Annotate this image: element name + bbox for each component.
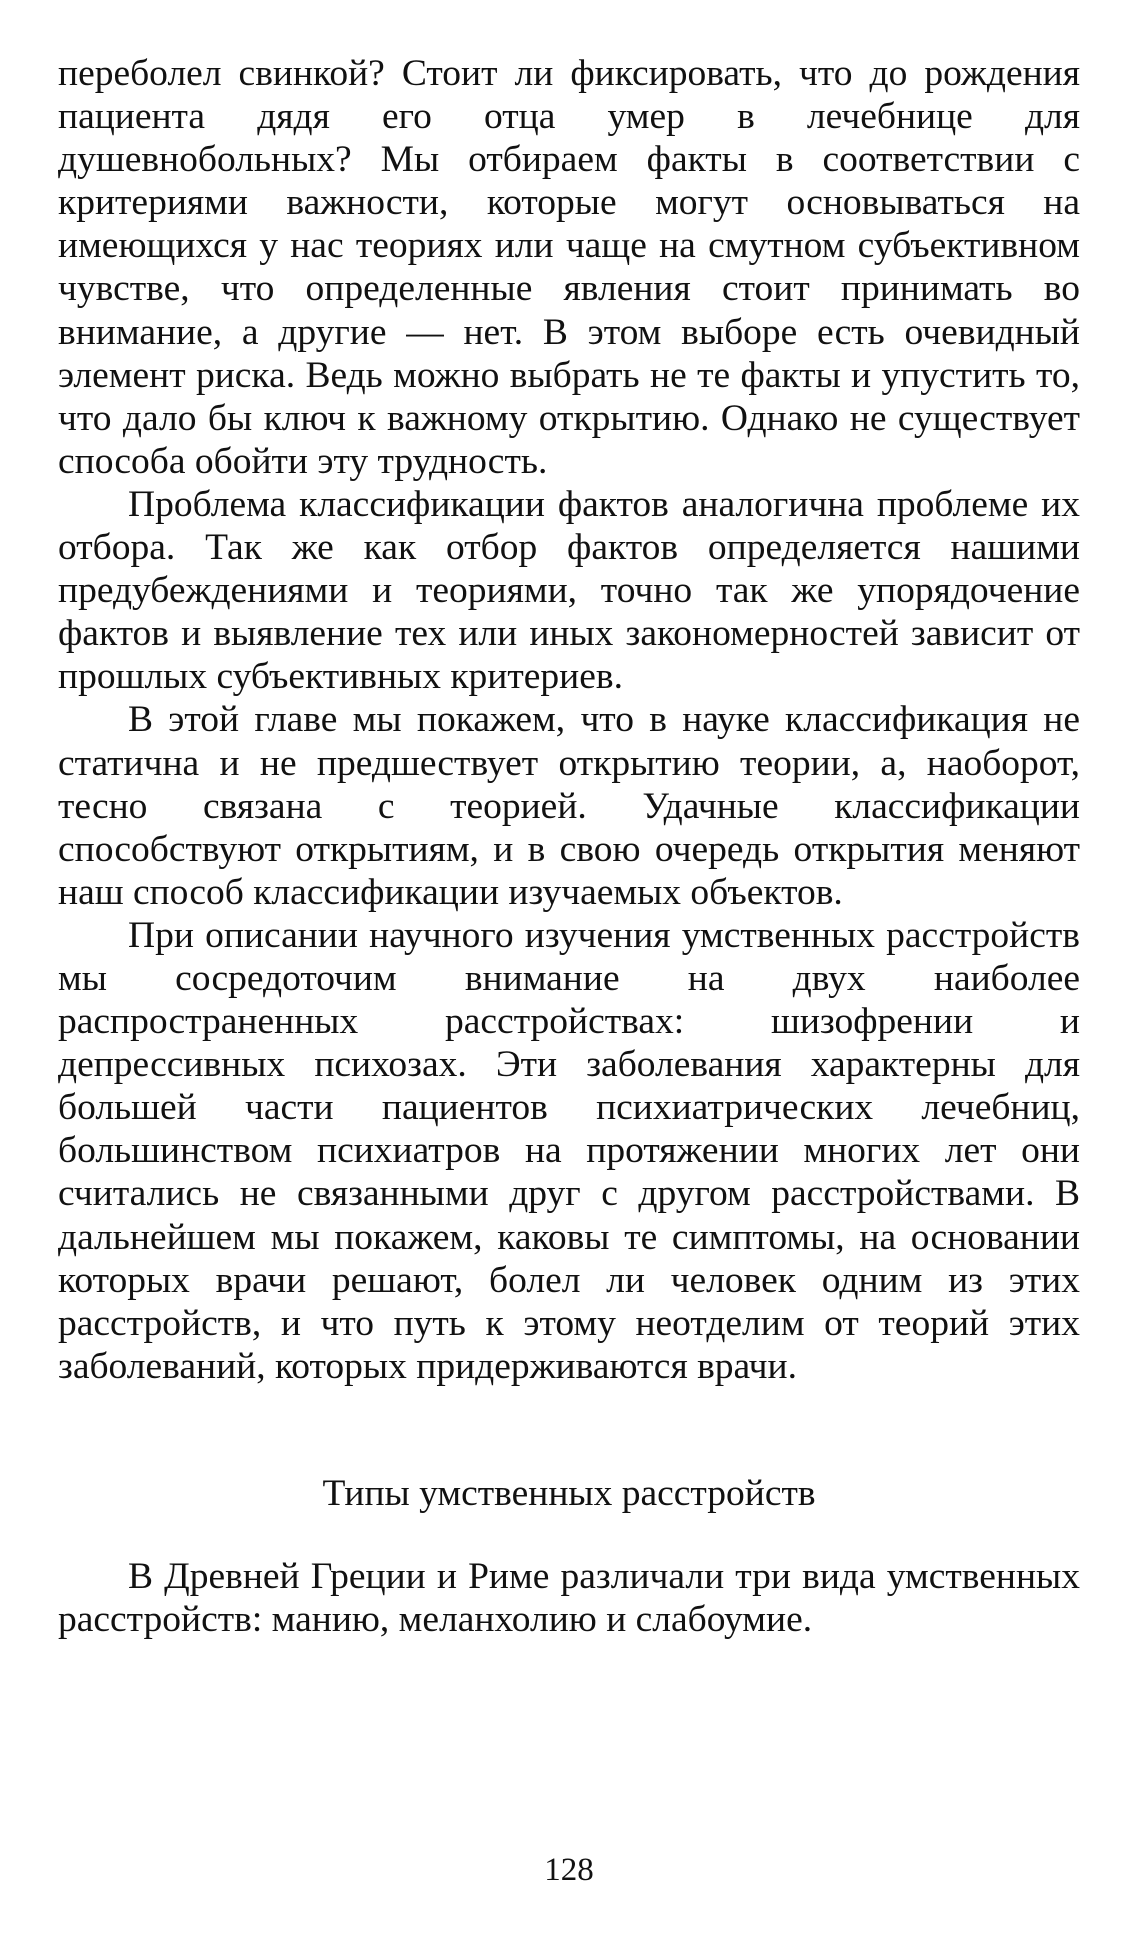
- page-number: 128: [544, 1852, 594, 1888]
- paragraph-chapter-intro: В этой главе мы покажем, что в науке классификация не статична и не предшествует открытию теории, а, наоборот, тесно связана с теорией. Удачные классификации способствуют открытиям, и в свою очередь открытия меняют наш способ классификации изучаемых объектов.: [58, 699, 1080, 913]
- paragraph-ancient-disorders: В Древней Греции и Риме различали три вида умственных расстройств: манию, меланхолию и слабоумие.: [58, 1555, 1080, 1640]
- paragraph-continuation: переболел свинкой? Стоит ли фиксировать, что до рождения пациента дядя его отца умер в лечебнице для душевнобольных? Мы отбираем факты в соответствии с критериями важности, которые могут основываться на имеющихся у нас теориях или чаще на смутном субъективном чувстве, что определенные явления стоит принимать во внимание, а другие — нет. В этом выборе есть очевидный элемент риска. Ведь можно выбрать не те факты и упустить то, что дало бы ключ к важному открытию. Однако не существует способа обойти эту трудность.: [58, 53, 1080, 482]
- page-body: [58, 52, 1080, 1641]
- paragraph-classification-problem: Проблема классификации фактов аналогична проблеме их отбора. Так же как отбор фактов определяется нашими предубеждениями и теориями, точно так же упорядочение фактов и выявление тех или иных закономерностей зависит от прошлых субъективных критериев.: [58, 483, 1080, 698]
- paragraph-disorders-focus: При описании научного изучения умственных расстройств мы сосредоточим внимание на двух наиболее распространенных расстройствах: шизофрении и депрессивных психозах. Эти заболевания характерны для большей части пациентов психиатрических лечебниц, большинством психиатров на протяжении многих лет они считались не связанными друг с другом расстройствами. В дальнейшем мы покажем, каковы те симптомы, на основании которых врачи решают, болел ли человек одним из этих расстройств, и что путь к этому неотделим от теорий этих заболеваний, которых придерживаются врачи.: [58, 914, 1080, 1387]
- section-title: Типы умственных расстройств: [322, 1472, 816, 1514]
